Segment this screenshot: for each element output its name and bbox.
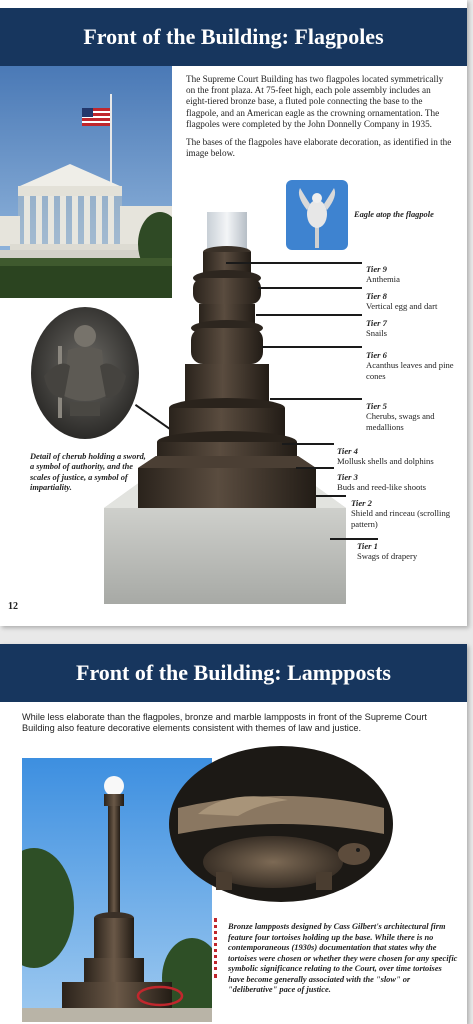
- tier-1-leader-line: [330, 538, 378, 540]
- intro-paragraph: The Supreme Court Building has two flagpoles located symmetrically on the front plaza. At 75-feet high, each pole assembly includes an eight-tiered bronze base, a fluted pole connecting the base to the flagpole, and an American eagle as the crowning ornamentation. The flagpoles were completed by the John Donnelly Company in 1935.: [186, 74, 444, 129]
- eagle-caption: Eagle atop the flagpole: [354, 210, 434, 219]
- tier-label: Tier 1 Swags of drapery: [357, 541, 418, 562]
- tier-label: Tier 9 Anthemia: [366, 264, 400, 285]
- page-number: 12: [8, 601, 18, 612]
- intro-paragraph: The bases of the flagpoles have elaborate decoration, as identified in the image below.: [186, 137, 452, 159]
- tier-9-leader-line: [226, 262, 362, 264]
- flagpole-base-photo: [100, 212, 352, 612]
- tier-label: Tier 8 Vertical egg and dart: [366, 291, 438, 312]
- tier-3-leader-line: [296, 467, 334, 469]
- red-dot-decoration: [214, 918, 220, 978]
- tier-label: Tier 6 Acanthus leaves and pine cones: [366, 350, 454, 381]
- tier-5-leader-line: [270, 398, 362, 400]
- cherub-caption: Detail of cherub holding a sword, a symbol of authority, and the scales of justice, a symbol of impartiality.: [30, 452, 146, 493]
- tier-label: Tier 3 Buds and reed-like shoots: [337, 472, 427, 493]
- tortoise-detail-photo: [168, 744, 394, 904]
- tier-4-leader-line: [282, 443, 334, 445]
- page-title: Front of the Building: Lampposts: [0, 644, 467, 702]
- tortoise-caption: Bronze lampposts designed by Cass Gilbert's architectural firm feature four tortoises holding up the base. While there is no contemporaneous (1930s) documentation that states why the tortoises were chosen or whether they were chosen for any specific symbolic significance relating to the Court, over time tortoises have become generally associated with the "slow" or "deliberative" pace of justice.: [228, 922, 458, 994]
- tier-6-leader-line: [262, 346, 362, 348]
- page-title: Front of the Building: Flagpoles: [0, 8, 467, 66]
- tier-label: Tier 4 Mollusk shells and dolphins: [337, 446, 434, 467]
- intro-text: While less elaborate than the flagpoles, bronze and marble lampposts in front of the Supreme Court Building also feature decorative elements consistent with themes of law and justice.: [22, 712, 427, 734]
- tier-2-leader-line: [316, 495, 346, 497]
- tier-8-leader-line: [258, 287, 362, 289]
- tier-label: Tier 5 Cherubs, swags and medallions: [366, 401, 435, 432]
- tier-label: Tier 7 Snails: [366, 318, 388, 339]
- tier-label: Tier 2 Shield and rinceau (scrolling pattern): [351, 498, 451, 529]
- tier-7-leader-line: [256, 314, 362, 316]
- intro-text: [186, 74, 454, 166]
- page-lampposts: [0, 644, 467, 1024]
